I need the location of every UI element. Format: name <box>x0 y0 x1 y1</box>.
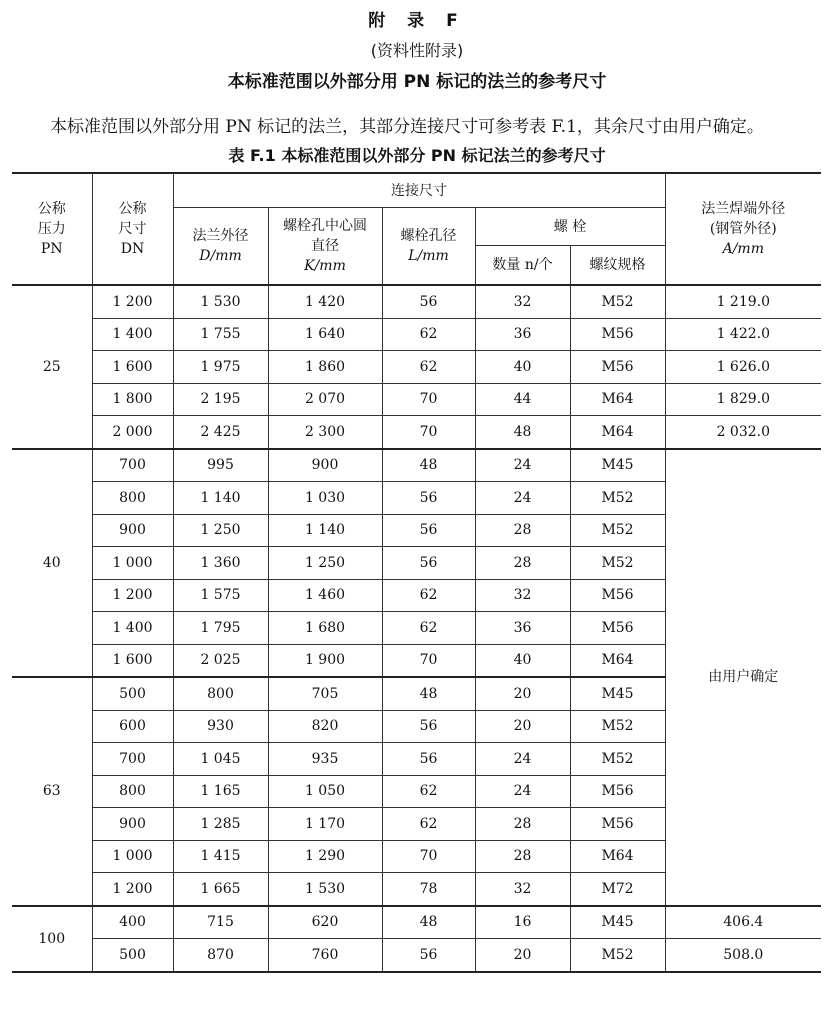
bolt-count-cell: 28 <box>475 840 570 873</box>
appendix-heading: 本标准范围以外部分用 PN 标记的法兰的参考尺寸 <box>227 72 607 92</box>
table-row <box>12 416 821 449</box>
weld-end-od-cell: 508.0 <box>665 939 821 972</box>
bolt-count-cell: 40 <box>475 644 570 677</box>
bolt-hole-cell: 48 <box>382 906 475 939</box>
table-row <box>12 449 821 482</box>
bolt-circle-cell: 900 <box>268 449 382 482</box>
flange-od-cell: 715 <box>173 906 268 939</box>
bolt-count-cell: 24 <box>475 482 570 515</box>
bolt-count-cell: 20 <box>475 677 570 710</box>
bolt-hole-cell: 56 <box>382 743 475 776</box>
bolt-circle-cell: 820 <box>268 710 382 743</box>
thread-cell: M52 <box>570 743 665 776</box>
weld-end-od-cell: 2 032.0 <box>665 416 821 449</box>
bolt-hole-cell: 56 <box>382 547 475 580</box>
header-a: 法兰焊端外径 (钢管外径) A/mm <box>665 173 821 285</box>
dn-cell: 1 400 <box>92 612 173 645</box>
table-row <box>12 285 821 318</box>
thread-cell: M52 <box>570 710 665 743</box>
flange-od-cell: 1 285 <box>173 808 268 841</box>
reference-dimensions-table <box>12 172 821 973</box>
flange-od-cell: 930 <box>173 710 268 743</box>
bolt-count-cell: 32 <box>475 285 570 318</box>
thread-cell: M56 <box>570 612 665 645</box>
flange-od-cell: 1 360 <box>173 547 268 580</box>
thread-cell: M56 <box>570 351 665 384</box>
bolt-count-cell: 36 <box>475 612 570 645</box>
pressure-cell: 25 <box>12 285 92 449</box>
bolt-circle-cell: 1 170 <box>268 808 382 841</box>
bolt-hole-cell: 56 <box>382 514 475 547</box>
bolt-count-cell: 32 <box>475 579 570 612</box>
bolt-count-cell: 24 <box>475 449 570 482</box>
thread-cell: M56 <box>570 318 665 351</box>
dn-cell: 900 <box>92 514 173 547</box>
bolt-hole-cell: 62 <box>382 775 475 808</box>
header-bolt: 螺 栓 <box>475 208 665 246</box>
bolt-hole-cell: 62 <box>382 808 475 841</box>
dn-cell: 1 200 <box>92 579 173 612</box>
bolt-circle-cell: 1 530 <box>268 873 382 906</box>
dn-cell: 1 600 <box>92 351 173 384</box>
thread-cell: M64 <box>570 840 665 873</box>
dn-cell: 1 400 <box>92 318 173 351</box>
flange-od-cell: 995 <box>173 449 268 482</box>
header-thread: 螺纹规格 <box>570 246 665 286</box>
bolt-hole-cell: 56 <box>382 710 475 743</box>
bolt-circle-cell: 1 140 <box>268 514 382 547</box>
flange-od-cell: 1 165 <box>173 775 268 808</box>
thread-cell: M64 <box>570 416 665 449</box>
bolt-circle-cell: 1 680 <box>268 612 382 645</box>
table-row <box>12 906 821 939</box>
weld-end-od-cell: 1 219.0 <box>665 285 821 318</box>
dn-cell: 1 800 <box>92 383 173 416</box>
thread-cell: M56 <box>570 579 665 612</box>
bolt-count-cell: 32 <box>475 873 570 906</box>
pressure-cell: 100 <box>12 906 92 972</box>
flange-od-cell: 1 415 <box>173 840 268 873</box>
dn-cell: 1 600 <box>92 644 173 677</box>
bolt-circle-cell: 1 420 <box>268 285 382 318</box>
bolt-hole-cell: 56 <box>382 939 475 972</box>
flange-od-cell: 1 530 <box>173 285 268 318</box>
thread-cell: M64 <box>570 383 665 416</box>
bolt-count-cell: 48 <box>475 416 570 449</box>
flange-od-cell: 870 <box>173 939 268 972</box>
appendix-nature: (资料性附录) <box>370 41 464 60</box>
bolt-circle-cell: 1 860 <box>268 351 382 384</box>
bolt-count-cell: 28 <box>475 808 570 841</box>
bolt-count-cell: 16 <box>475 906 570 939</box>
bolt-circle-cell: 2 300 <box>268 416 382 449</box>
bolt-hole-cell: 70 <box>382 416 475 449</box>
bolt-circle-cell: 760 <box>268 939 382 972</box>
header-dn: 公称 尺寸 DN <box>92 173 173 285</box>
dn-cell: 2 000 <box>92 416 173 449</box>
bolt-count-cell: 40 <box>475 351 570 384</box>
table-row <box>12 351 821 384</box>
bolt-count-cell: 44 <box>475 383 570 416</box>
bolt-count-cell: 36 <box>475 318 570 351</box>
bolt-circle-cell: 1 640 <box>268 318 382 351</box>
thread-cell: M52 <box>570 939 665 972</box>
flange-od-cell: 1 755 <box>173 318 268 351</box>
bolt-count-cell: 28 <box>475 547 570 580</box>
bolt-circle-cell: 1 460 <box>268 579 382 612</box>
bolt-hole-cell: 70 <box>382 840 475 873</box>
thread-cell: M56 <box>570 775 665 808</box>
thread-cell: M52 <box>570 547 665 580</box>
dn-cell: 1 000 <box>92 547 173 580</box>
dn-cell: 900 <box>92 808 173 841</box>
weld-end-od-cell: 1 422.0 <box>665 318 821 351</box>
thread-cell: M45 <box>570 677 665 710</box>
thread-cell: M52 <box>570 514 665 547</box>
bolt-hole-cell: 56 <box>382 285 475 318</box>
bolt-circle-cell: 1 290 <box>268 840 382 873</box>
table-row <box>12 383 821 416</box>
bolt-hole-cell: 62 <box>382 351 475 384</box>
thread-cell: M52 <box>570 482 665 515</box>
dn-cell: 700 <box>92 743 173 776</box>
dn-cell: 600 <box>92 710 173 743</box>
thread-cell: M72 <box>570 873 665 906</box>
dn-cell: 1 200 <box>92 285 173 318</box>
bolt-count-cell: 20 <box>475 939 570 972</box>
thread-cell: M45 <box>570 449 665 482</box>
bolt-hole-cell: 56 <box>382 482 475 515</box>
bolt-count-cell: 24 <box>475 743 570 776</box>
flange-od-cell: 1 250 <box>173 514 268 547</box>
header-n: 数量 n/个 <box>475 246 570 286</box>
bolt-hole-cell: 62 <box>382 579 475 612</box>
dn-cell: 500 <box>92 677 173 710</box>
intro-paragraph: 本标准范围以外部分用 PN 标记的法兰，其部分连接尺寸可参考表 F.1，其余尺寸由用户确定。 <box>50 117 764 137</box>
header-l: 螺栓孔径 L/mm <box>382 208 475 286</box>
flange-od-cell: 1 575 <box>173 579 268 612</box>
bolt-circle-cell: 1 900 <box>268 644 382 677</box>
bolt-hole-cell: 70 <box>382 383 475 416</box>
bolt-hole-cell: 78 <box>382 873 475 906</box>
header-d: 法兰外径 D/mm <box>173 208 268 286</box>
bolt-circle-cell: 620 <box>268 906 382 939</box>
flange-od-cell: 2 425 <box>173 416 268 449</box>
bolt-count-cell: 20 <box>475 710 570 743</box>
flange-od-cell: 1 045 <box>173 743 268 776</box>
flange-od-cell: 2 025 <box>173 644 268 677</box>
bolt-hole-cell: 62 <box>382 318 475 351</box>
dn-cell: 800 <box>92 482 173 515</box>
dn-cell: 1 200 <box>92 873 173 906</box>
bolt-circle-cell: 1 030 <box>268 482 382 515</box>
dn-cell: 700 <box>92 449 173 482</box>
dn-cell: 1 000 <box>92 840 173 873</box>
user-defined-cell: 由用户确定 <box>665 449 821 906</box>
header-connection: 连接尺寸 <box>173 173 665 208</box>
bolt-hole-cell: 48 <box>382 449 475 482</box>
bolt-count-cell: 28 <box>475 514 570 547</box>
bolt-hole-cell: 62 <box>382 612 475 645</box>
thread-cell: M45 <box>570 906 665 939</box>
flange-od-cell: 1 975 <box>173 351 268 384</box>
bolt-circle-cell: 1 050 <box>268 775 382 808</box>
table-row <box>12 939 821 972</box>
flange-od-cell: 1 140 <box>173 482 268 515</box>
thread-cell: M56 <box>570 808 665 841</box>
pressure-cell: 63 <box>12 677 92 906</box>
table-row <box>12 318 821 351</box>
weld-end-od-cell: 1 626.0 <box>665 351 821 384</box>
flange-od-cell: 800 <box>173 677 268 710</box>
dn-cell: 400 <box>92 906 173 939</box>
pressure-cell: 40 <box>12 449 92 678</box>
bolt-count-cell: 24 <box>475 775 570 808</box>
thread-cell: M64 <box>570 644 665 677</box>
thread-cell: M52 <box>570 285 665 318</box>
header-pn: 公称 压力 PN <box>12 173 92 285</box>
appendix-title: 附 录 F <box>368 11 466 31</box>
weld-end-od-cell: 1 829.0 <box>665 383 821 416</box>
flange-od-cell: 1 795 <box>173 612 268 645</box>
bolt-circle-cell: 705 <box>268 677 382 710</box>
bolt-circle-cell: 935 <box>268 743 382 776</box>
bolt-circle-cell: 2 070 <box>268 383 382 416</box>
flange-od-cell: 2 195 <box>173 383 268 416</box>
dn-cell: 500 <box>92 939 173 972</box>
flange-od-cell: 1 665 <box>173 873 268 906</box>
bolt-circle-cell: 1 250 <box>268 547 382 580</box>
header-k: 螺栓孔中心圆 直径 K/mm <box>268 208 382 286</box>
dn-cell: 800 <box>92 775 173 808</box>
weld-end-od-cell: 406.4 <box>665 906 821 939</box>
bolt-hole-cell: 48 <box>382 677 475 710</box>
table-caption: 表 F.1 本标准范围以外部分 PN 标记法兰的参考尺寸 <box>228 146 606 165</box>
bolt-hole-cell: 70 <box>382 644 475 677</box>
